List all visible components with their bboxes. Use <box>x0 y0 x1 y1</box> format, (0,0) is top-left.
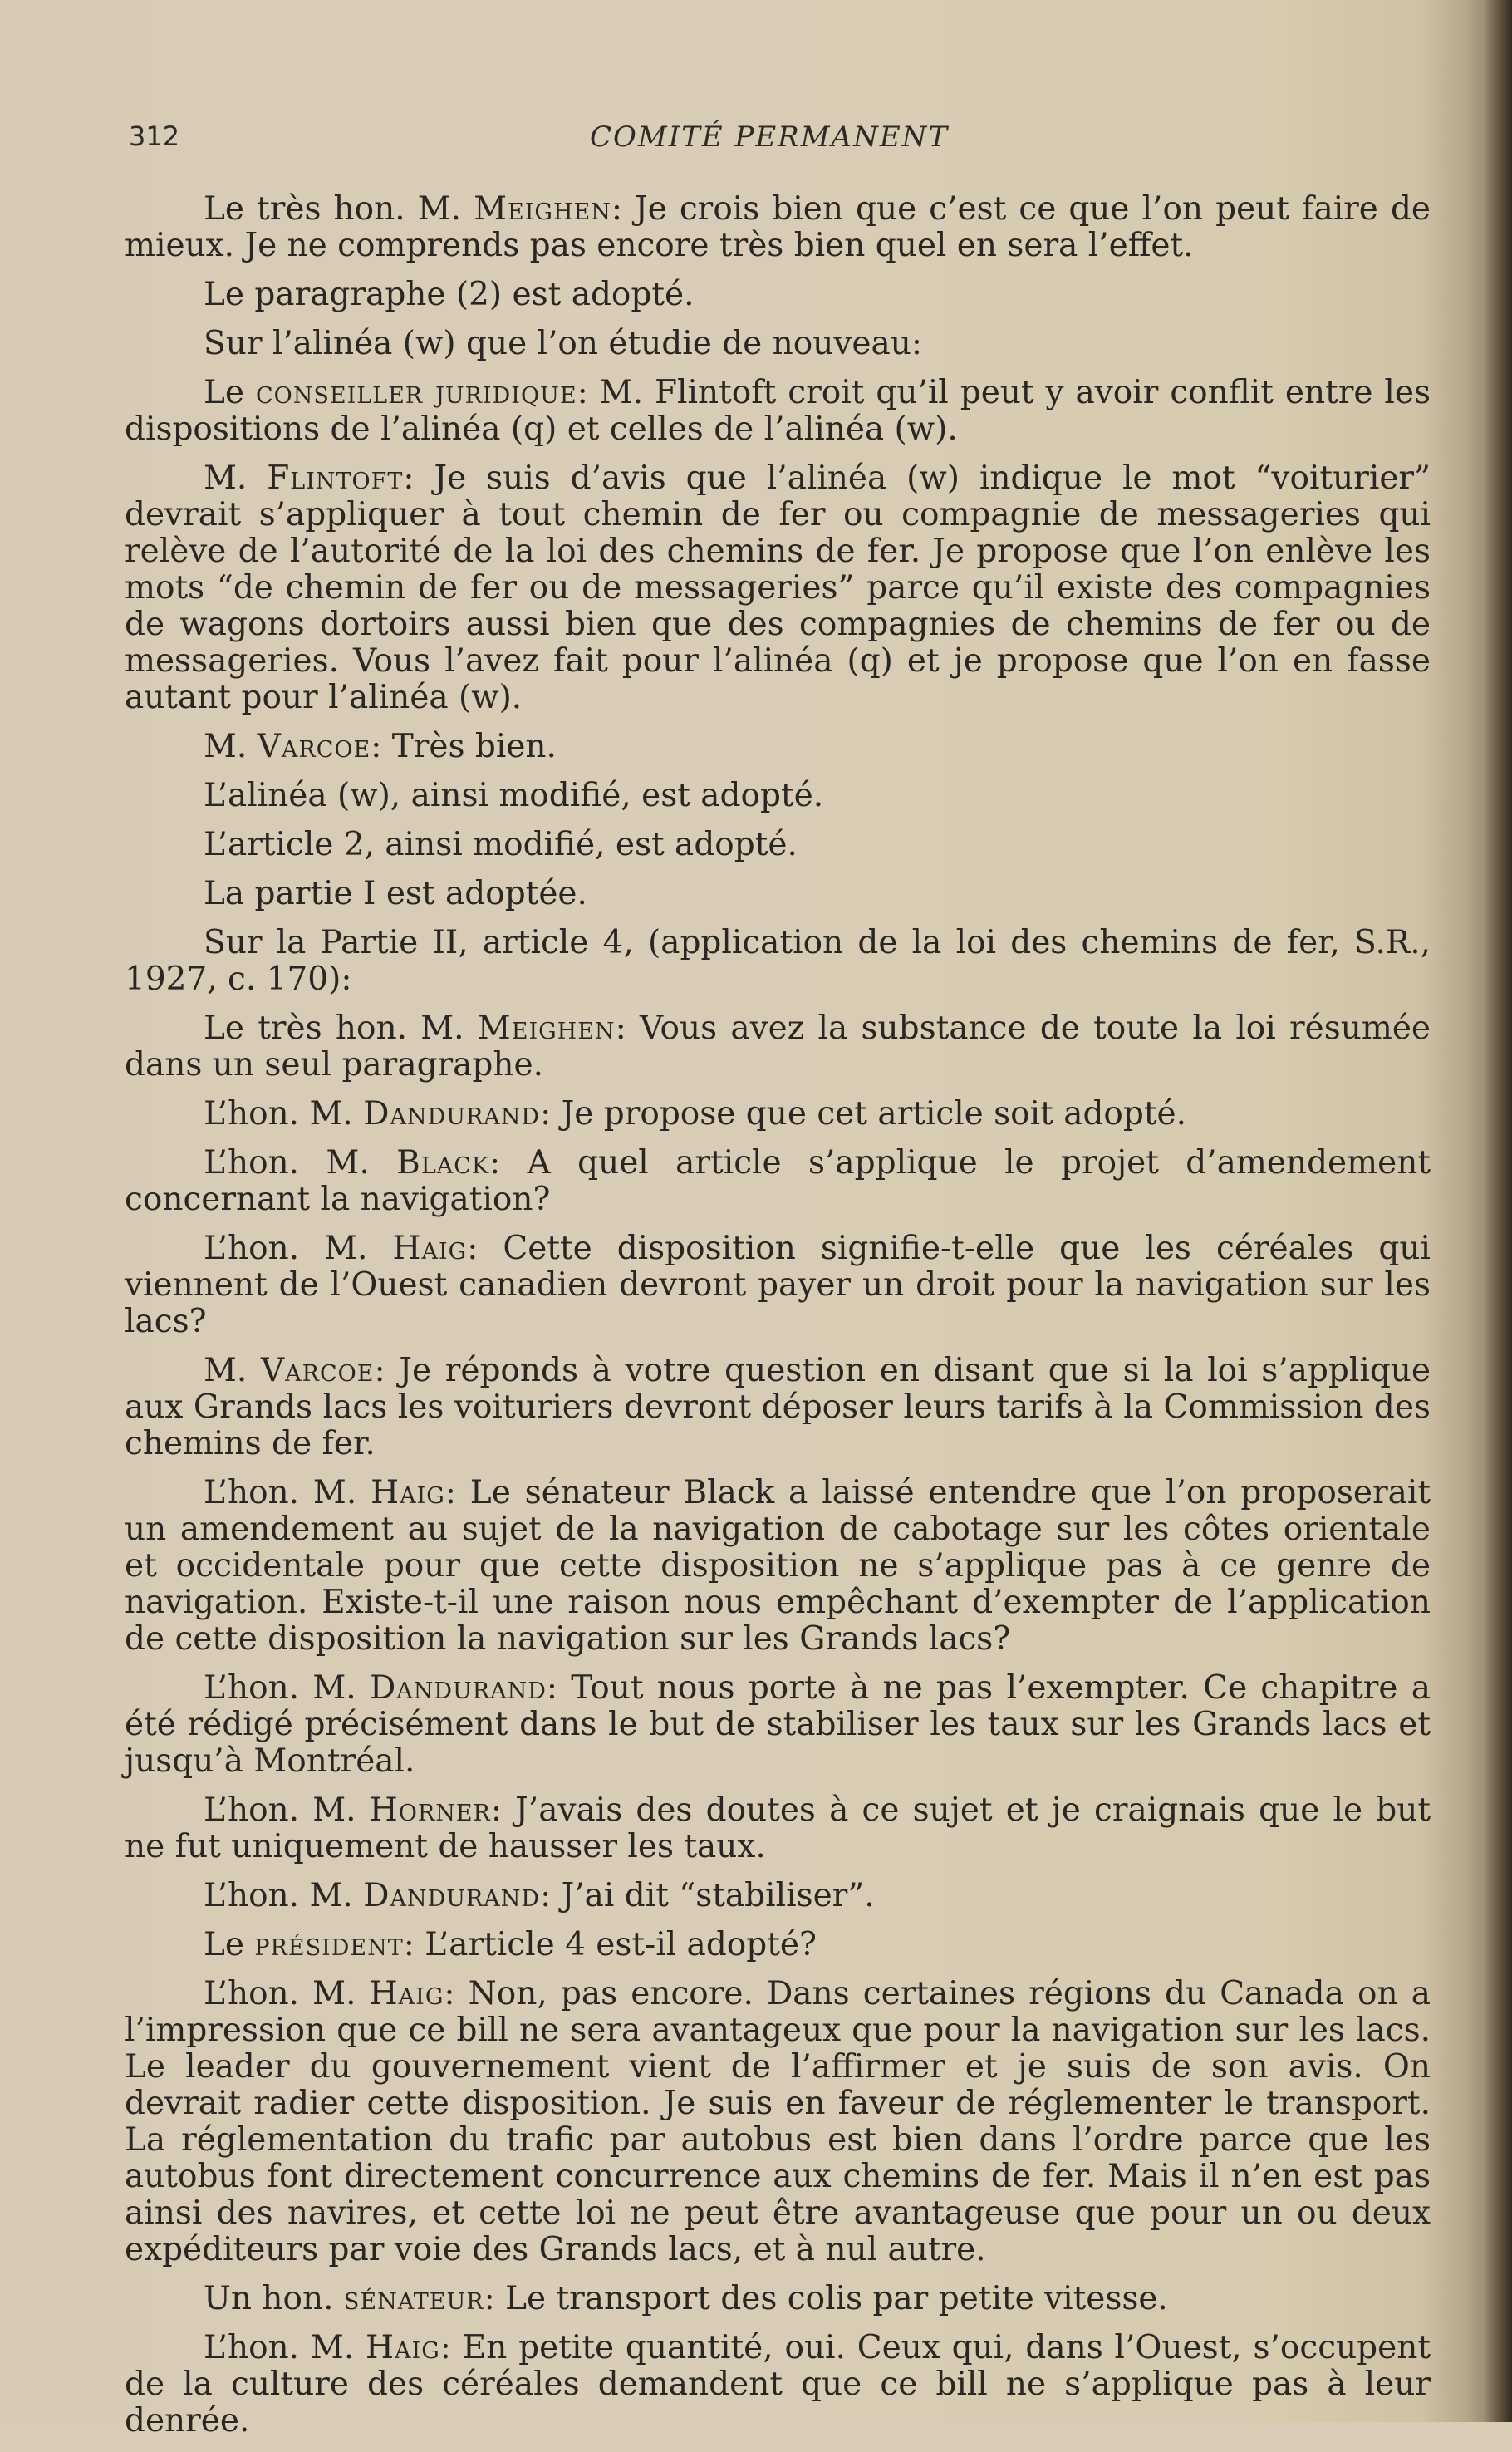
paragraph: Sur l’alinéa (w) que l’on étudie de nouveau: <box>204 325 922 362</box>
paragraph: L’hon. M. Haig: Non, pas encore. Dans certaines régions du Canada on a l’impression que ce bill ne sera avantageux que pour la navigation sur les lacs. Le leader du gouvernement vient de l’affirmer et je suis de son avis. On devrait radier cette disposition. Je suis en faveur de réglementer le transport. La réglementation du trafic par autobus est bien dans l’ordre parce que les autobus font directement concurrence aux chemins de fer. Mais il n’en est pas ainsi des navires, et cette loi ne peut être avantageuse que pour un ou deux expéditeurs par voie des Grands lacs, et à nul autre. <box>125 1975 1431 2268</box>
paragraph: L’hon. M. Haig: En petite quantité, oui. Ceux qui, dans l’Ouest, s’occupent de la culture des céréales demandent que ce bill ne s’applique pas à leur denrée. <box>125 2329 1431 2440</box>
speaker-name: Meighen <box>474 190 611 228</box>
body-text <box>125 191 1431 2452</box>
paragraph: L’hon. M. Horner: J’avais des doutes à ce sujet et je craignais que le but ne fut uniquement de hausser les taux. <box>125 1791 1431 1865</box>
paragraph: L’hon. M. Haig: Cette disposition signifie-t-elle que les céréales qui viennent de l’Ouest canadien devront payer un droit pour la navigation sur les lacs? <box>125 1230 1431 1340</box>
speaker-name: Horner <box>369 1791 491 1829</box>
speaker-name: Varcoe <box>257 728 371 765</box>
speaker-name: Haig <box>371 1474 445 1511</box>
paragraph: M. Varcoe: Très bien. <box>204 728 557 765</box>
paragraph: Le conseiller juridique: M. Flintoft croit qu’il peut y avoir conflit entre les dispositions de l’alinéa (q) et celles de l’alinéa (w). <box>125 374 1431 448</box>
speaker-name: Dandurand <box>369 1669 547 1707</box>
paragraph: Un hon. sénateur: Le transport des colis par petite vitesse. <box>204 2280 1168 2317</box>
paragraph: L’article 2, ainsi modifié, est adopté. <box>204 826 798 863</box>
page-number: 312 <box>129 120 180 152</box>
paragraph: L’hon. M. Black: A quel article s’applique le projet d’amendement concernant la navigation? <box>125 1144 1431 1218</box>
speaker-name: Varcoe <box>261 1352 375 1389</box>
paragraph: M. Varcoe: Je réponds à votre question en disant que si la loi s’applique aux Grands lacs les voituriers devront déposer leurs tarifs à la Commission des chemins de fer. <box>125 1352 1431 1462</box>
page-header <box>129 120 1433 162</box>
paragraph: Le président: L’article 4 est-il adopté? <box>204 1926 817 1963</box>
paragraph: L’hon. M. Haig: Le sénateur Black a laissé entendre que l’on proposerait un amendement au sujet de la navigation de cabotage sur les côtes orientale et occidentale pour que cette disposition ne s’applique pas à ce genre de navigation. Existe-t-il une raison nous empêchant d’exempter de l’application de cette disposition la navigation sur les Grands lacs? <box>125 1474 1431 1658</box>
speaker-name: conseiller juridique <box>255 374 577 411</box>
speaker-name: Dandurand <box>363 1877 541 1914</box>
speaker-name: Haig <box>392 1230 468 1267</box>
running-head: COMITÉ PERMANENT <box>590 120 950 154</box>
paragraph: La partie I est adoptée. <box>204 875 587 912</box>
paragraph: M. Flintoft: Je suis d’avis que l’alinéa (w) indique le mot “voiturier” devrait s’appliquer à tout chemin de fer ou compagnie de messageries qui relève de l’autorité de la loi des chemins de fer. Je propose que l’on enlève les mots “de chemin de fer ou de messageries” parce qu’il existe des compagnies de wagons dortoirs aussi bien que des compagnies de chemins de fer ou de messageries. Vous l’avez fait pour l’alinéa (q) et je propose que l’on en fasse autant pour l’alinéa (w). <box>125 459 1431 716</box>
paragraph: Sur la Partie II, article 4, (application de la loi des chemins de fer, S.R., 1927, c. 170): <box>125 924 1431 998</box>
paragraph: L’hon. M. Dandurand: Je propose que cet article soit adopté. <box>204 1095 1186 1133</box>
paragraph: L’hon. M. Dandurand: J’ai dit “stabiliser”. <box>204 1877 875 1914</box>
paragraph: Le très hon. M. Meighen: Vous avez la substance de toute la loi résumée dans un seul paragraphe. <box>125 1010 1431 1083</box>
speaker-name: Haig <box>369 1975 444 2012</box>
paragraph: Le paragraphe (2) est adopté. <box>204 276 695 313</box>
paragraph: L’hon. M. Dandurand: Tout nous porte à ne pas l’exempter. Ce chapitre a été rédigé précisément dans le but de stabiliser les taux sur les Grands lacs et jusqu’à Montréal. <box>125 1669 1431 1780</box>
paragraph: Le très hon. M. Meighen: Je crois bien que c’est ce que l’on peut faire de mieux. Je ne comprends pas encore très bien quel en sera l’effet. <box>125 190 1431 264</box>
speaker-name: Dandurand <box>363 1095 541 1133</box>
paragraph: L’alinéa (w), ainsi modifié, est adopté. <box>204 777 824 814</box>
speaker-name: sénateur <box>343 2280 484 2317</box>
speaker-name: Flintoft <box>267 459 404 497</box>
speaker-name: président <box>254 1926 404 1963</box>
speaker-name: Meighen <box>477 1010 616 1047</box>
speaker-name: Haig <box>366 2329 440 2366</box>
speaker-name: Black <box>396 1144 490 1182</box>
